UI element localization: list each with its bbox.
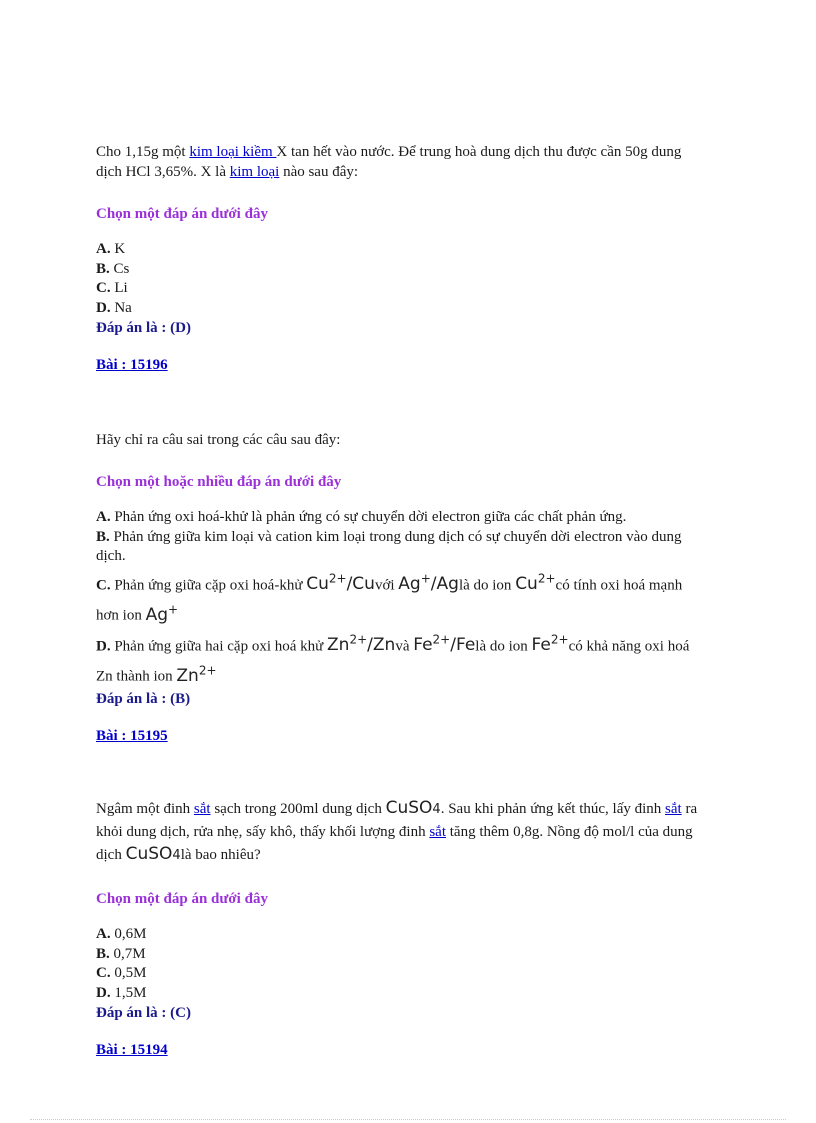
next-question-link-15194[interactable]: Bài : 15194 <box>96 1042 168 1059</box>
formula-fe2 <box>531 632 569 656</box>
question-1-text <box>96 142 706 182</box>
formula-part: /Fe <box>450 635 476 656</box>
formula-ag-ag <box>398 571 459 595</box>
next-question-link-15195[interactable]: Bài : 15195 <box>96 728 168 745</box>
option-label: C. <box>96 577 111 594</box>
page-bottom-divider <box>30 1119 786 1120</box>
option-text: 0,6M <box>114 926 147 943</box>
option-text: Phản ứng giữa hai cặp oxi hoá khử <box>114 638 328 655</box>
formula-part: CuSO <box>125 844 173 865</box>
option-text: Phản ứng giữa cặp oxi hoá-khử <box>114 577 307 594</box>
formula-sup: 2+ <box>198 663 217 678</box>
formula-sup: 2+ <box>537 571 556 586</box>
question-1-option-b[interactable] <box>96 260 706 280</box>
formula-part: Fe <box>413 635 433 656</box>
option-label: D. <box>96 984 111 1001</box>
option-label: C. <box>96 280 111 296</box>
option-label: B. <box>96 260 110 277</box>
option-text: có khả năng oxi hoá Zn thành ion <box>96 638 690 686</box>
option-text: có tính oxi hoá mạnh hơn ion <box>96 577 683 624</box>
formula-part: Fe <box>531 635 551 656</box>
option-text: Phản ứng giữa kim loại và cation kim loại trong dung dịch có sự chuyển dời electron vào dung dịch. <box>96 528 682 564</box>
question-3-text-part: . Sau khi phản ứng kết thúc, lấy đinh <box>440 801 666 818</box>
formula-sub: 4 <box>172 848 181 864</box>
link-sat[interactable]: sắt <box>429 824 446 841</box>
option-text: Na <box>114 299 132 316</box>
option-text: K <box>114 241 126 257</box>
next-question-link-15196[interactable]: Bài : 15196 <box>96 357 168 373</box>
question-3-text-part: là bao nhiêu? <box>180 847 261 864</box>
formula-part: Zn <box>176 666 199 687</box>
question-3-text-part: tăng thêm 0,8g. Nồng độ mol/l của dung dịch <box>96 824 693 864</box>
question-1-option-c[interactable] <box>96 279 706 299</box>
formula-sup: + <box>168 602 179 617</box>
option-text: với <box>374 577 399 594</box>
question-1-text-part: nào sau đây: <box>279 164 359 180</box>
option-text: và <box>395 638 414 655</box>
option-label: A. <box>96 509 111 525</box>
question-2-text: Hãy chỉ ra câu sai trong các câu sau đây: <box>96 432 341 448</box>
option-text: Phản ứng oxi hoá-khử là phản ứng có sự chuyển dời electron giữa các chất phản ứng. <box>114 509 627 525</box>
question-3-instruction: Chọn một đáp án dưới đây <box>96 891 268 908</box>
link-kim-loai[interactable]: kim loại <box>229 164 280 180</box>
option-text: 0,7M <box>113 945 146 962</box>
question-3-text-part: ra khỏi dung dịch, rửa nhẹ, sấy khô, thấy khối lượng đinh <box>96 801 698 841</box>
formula-part: CuSO <box>385 798 433 819</box>
formula-part: Ag <box>145 604 169 625</box>
question-2-option-c[interactable] <box>96 567 706 628</box>
formula-sub: 4 <box>432 802 441 818</box>
question-1-answer: Đáp án là : (D) <box>96 320 192 336</box>
formula-sup: 2+ <box>349 632 368 647</box>
formula-zn2-zn <box>327 632 396 656</box>
formula-part: /Ag <box>430 574 459 595</box>
question-3-option-d[interactable] <box>96 984 706 1004</box>
question-2-option-d[interactable] <box>96 628 706 689</box>
question-3-option-c[interactable] <box>96 964 706 984</box>
question-3-answer: Đáp án là : (C) <box>96 1005 192 1022</box>
question-2-option-a[interactable] <box>96 508 706 528</box>
question-1-option-a[interactable] <box>96 240 706 260</box>
question-1-instruction: Chọn một đáp án dưới đây <box>96 206 268 222</box>
formula-cu2-cu <box>306 571 375 595</box>
formula-sup: 2+ <box>432 632 451 647</box>
formula-part: Zn <box>327 635 350 656</box>
question-3-text-part: sạch trong 200ml dung dịch <box>210 801 386 818</box>
formula-part: /Cu <box>346 574 375 595</box>
question-3-text-part: Ngâm một đinh <box>96 801 194 818</box>
link-sat[interactable]: sắt <box>665 801 682 818</box>
option-label: B. <box>96 528 110 545</box>
formula-part: /Zn <box>367 635 396 656</box>
formula-sup: + <box>420 571 431 586</box>
option-label: C. <box>96 965 111 982</box>
formula-cuso4 <box>386 798 441 818</box>
formula-cu2 <box>515 571 556 595</box>
option-label: A. <box>96 241 111 257</box>
option-text: Li <box>114 280 128 296</box>
question-3-text <box>96 797 706 867</box>
question-3-option-a[interactable] <box>96 925 706 945</box>
option-label: D. <box>96 638 111 655</box>
question-1-option-d[interactable] <box>96 299 706 319</box>
question-2-answer: Đáp án là : (B) <box>96 691 191 708</box>
option-text: là do ion <box>475 638 532 655</box>
formula-cuso4 <box>126 844 181 864</box>
link-sat[interactable]: sắt <box>193 801 211 818</box>
question-1-text-part: X tan hết vào nước. Để trung hoà dung dịch thu được cần 50g dung dịch HCl 3,65%. X là <box>96 144 682 180</box>
option-label: A. <box>96 926 111 943</box>
link-kim-loai-kiem[interactable]: kim loại kiềm <box>189 144 277 160</box>
option-text: 1,5M <box>114 984 147 1001</box>
formula-fe2-fe <box>413 632 476 656</box>
question-2-instruction: Chọn một hoặc nhiều đáp án dưới đây <box>96 474 342 490</box>
formula-ag <box>145 602 179 625</box>
option-label: B. <box>96 945 110 962</box>
formula-part: Cu <box>515 574 538 595</box>
formula-zn2 <box>176 663 217 687</box>
formula-sup: 2+ <box>328 571 347 586</box>
question-2-option-b[interactable] <box>96 528 706 567</box>
option-label: D. <box>96 299 111 316</box>
question-3-option-b[interactable] <box>96 945 706 965</box>
option-text: 0,5M <box>114 965 147 982</box>
option-text: là do ion <box>458 577 516 594</box>
question-1-text-part: Cho 1,15g một <box>96 144 190 160</box>
formula-part: Ag <box>398 574 421 595</box>
document-body <box>96 142 706 1059</box>
formula-part: Cu <box>306 574 329 595</box>
option-text: Cs <box>113 260 130 277</box>
formula-sup: 2+ <box>550 632 569 647</box>
